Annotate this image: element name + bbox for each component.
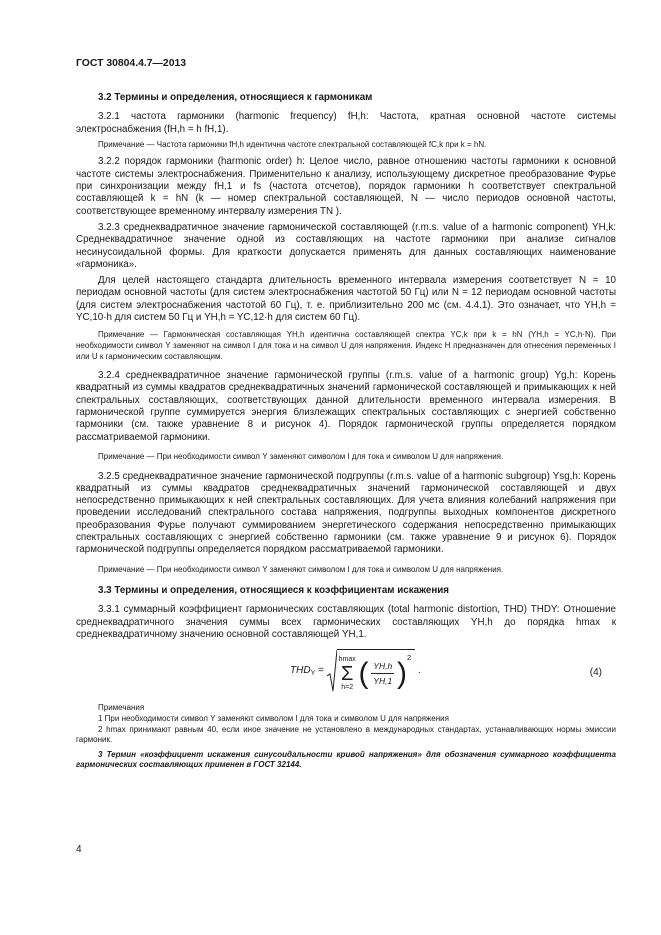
section-heading-3-2: 3.2 Термины и определения, относящиеся к гармоникам: [98, 92, 373, 103]
paragraph-3-3-1: 3.3.1 суммарный коэффициент гармонических составляющих (total harmonic distortion, THD) THDY: Отношение среднеквадратичного значения суммы всех гармонических составляющих YH,h до порядка hmax к среднеквадратичному значению основной составляющей YH,1.: [76, 604, 616, 641]
fraction: [371, 660, 394, 688]
fraction-numerator: YH,h: [371, 660, 394, 674]
document-header: ГОСТ 30804.4.7—2013: [76, 58, 187, 69]
paragraph-3-2-2: 3.2.2 порядок гармоники (harmonic order) h: Целое число, равное отношению частоты гармоники к основной частоте системы электроснабжения. Применительно к анализу, использующему дискретное преобразование Фурье при синхронизации между fH,1 и fs (частота отсчетов), порядок гармоники h соответствует спектральной составляющей k = hN (k — номер спектральной составляющей, N — число периодов основной частоты, соответствующее временному интервалу измерения TN ).: [76, 156, 616, 217]
note-3-2-4: Примечание — При необходимости символ Y заменяют символом I для тока и символом U для напряжения.: [98, 451, 504, 461]
left-paren: (: [358, 656, 369, 690]
summation: [339, 656, 356, 692]
radical-sign-icon: [327, 650, 337, 692]
document-body: [76, 92, 616, 771]
square-root: [327, 649, 416, 691]
note-3-2-1: Примечание — Частота гармоники fH,h идентична частоте спектральной составляющей fC,k при k = hN.: [98, 139, 487, 149]
note-3-2-3: Примечание — Гармоническая составляющая YH,h идентична составляющей спектра YC,k при k = hN (YH,h = YC,h·N). При необходимости символ Y заменяют на символ I для тока и на символ U для напряжения. Индекс H предназначен для отнесения переменных I или U к гармоническим составляющим.: [76, 330, 616, 361]
formula-equals: =: [318, 665, 324, 677]
paragraph-3-2-4: 3.2.4 среднеквадратичное значение гармонической группы (r.m.s. value of a harmonic group) Yg,h: Корень квадратный из суммы квадратов среднеквадратичных значений гармонической составляющей и примыкающих к ней спектральных составляющих, соответствующих данной длительности временного интервала измерения. В гармонической группе суммируется энергия близлежащих спектральных составляющих с энергией собственно гармоники (см. также уравнение 8 и рисунок 4). Порядок гармонической группы определяется порядком рассматриваемой гармоники.: [76, 370, 616, 443]
note-1: 1 При необходимости символ Y заменяют символом I для тока и символом U для напряжения: [98, 713, 449, 723]
formula-body: $THD_Y$ = hmax Σ h=2 ( $\frac{YH,h}{YH,1}$ )$^2$ .: [290, 649, 421, 691]
note-3-2-5: Примечание — При необходимости символ Y заменяют символом I для тока и символом U для напряжения.: [98, 564, 504, 574]
sum-lower-limit: h=2: [341, 683, 354, 691]
paragraph-3-2-3-continued: Для целей настоящего стандарта длительность временного интервала измерения соответствует N = 10 периодам основной частоты (для систем электроснабжения частотой 50 Гц) или N = 12 периодам основной частоты (для систем электроснабжения частотой 60 Гц), т. е. приблизительно 200 мс (см. 4.4.1). Это означает, что YH,h = YC,10·h для систем 50 Гц и YH,h = YC,12·h для систем 60 Гц).: [76, 275, 616, 324]
paragraph-3-2-3: 3.2.3 среднеквадратичное значение гармонической составляющей (r.m.s. value of a harmonic component) YH,k: Среднеквадратичное значение одной из составляющих на частоте гармоники при анализе сигналов несинусоидальной формы. Для краткости допускается применять для данных составляющих наименование «гармоника».: [76, 221, 616, 270]
radicand: [337, 649, 416, 691]
paragraph-3-2-1: 3.2.1 частота гармоники (harmonic frequency) fH,h: Частота, кратная основной частоте системы электроснабжения (fH,h = h fH,1).: [76, 111, 616, 135]
formula-lhs: THD: [290, 665, 311, 677]
note-2: 2 hmax принимают равным 40, если иное значение не установлено в международных стандартах, устанавливающих нормы эмиссии гармоник.: [76, 724, 616, 745]
formula-4: [76, 647, 616, 699]
sum-upper-limit: hmax: [338, 655, 356, 663]
section-heading-3-3: 3.3 Термины и определения, относящиеся к коэффициентам искажения: [98, 585, 449, 597]
notes-heading: Примечания: [98, 703, 145, 713]
formula-number: (4): [589, 667, 602, 679]
formula-lhs-subscript: Y: [310, 670, 316, 678]
note-3: 3 Термин «коэффициент искажения синусоидальности кривой напряжения» для обозначения суммарного коэффициента гармонических составляющих применен в ГОСТ 32144.: [76, 749, 616, 770]
fraction-denominator: YH,1: [373, 676, 393, 687]
paragraph-3-2-5: 3.2.5 среднеквадратичное значение гармонической подгруппы (r.m.s. value of a harmonic subgroup) Ysg,h: Корень квадратный из суммы квадратов среднеквадратичных значений гармонической составляющей и двух непосредственно примыкающих к ней спектральных составляющих. Для учета влияния колебаний напряжения при проведении исследований спектрального состава напряжения, подгруппы выходных компонентов дискретного преобразования Фурье получают суммированием энергетического содержания непосредственно примыкающих спектральных составляющих с энергией собственно гармоники (см. также уравнение 9 и рисунок 6). Порядок гармонической подгруппы определяется порядком рассматриваемой гармоники.: [76, 470, 616, 556]
formula-power: 2: [407, 653, 412, 663]
page-number: 4: [76, 844, 82, 855]
sigma-icon: Σ: [341, 662, 354, 685]
right-paren: ): [397, 656, 408, 690]
